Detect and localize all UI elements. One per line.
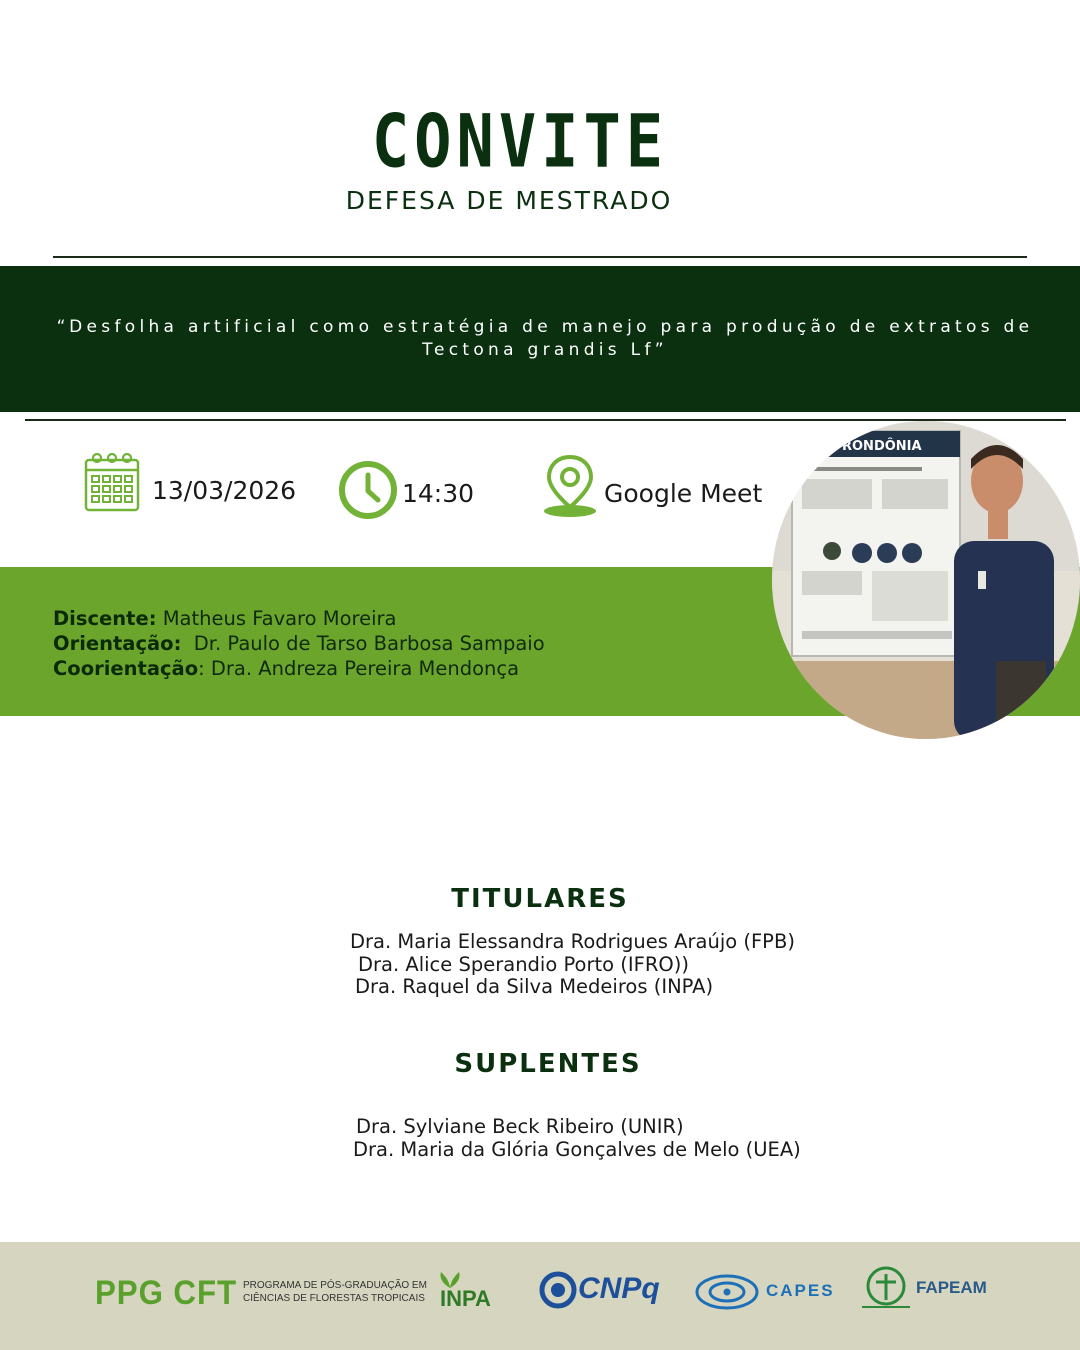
poster (792, 431, 960, 656)
thesis-title (30, 316, 1060, 362)
cnpq-emblem-icon (538, 1270, 578, 1310)
advisor-label: Orientação: (53, 632, 182, 655)
footer-logos (0, 1242, 1080, 1350)
suplente-member-2: Dra. Maria da Glória Gonçalves de Melo (UEA) (353, 1138, 801, 1161)
thesis-title-line-2: Tectona grandis Lf” (422, 340, 668, 360)
coadvisor-row (53, 656, 545, 681)
inpa-logo (432, 1270, 500, 1320)
invite-title: CONVITE (371, 98, 669, 185)
event-time: 14:30 (402, 479, 475, 508)
ppgcft-mark: PPG CFT (95, 1274, 237, 1312)
fapeam-wordmark: FAPEAM (916, 1278, 987, 1297)
titular-member-1: Dra. Maria Elessandra Rodrigues Araújo (FPB) (350, 930, 795, 953)
cnpq-wordmark: CNPq (578, 1272, 660, 1305)
capes-wordmark: CAPES (766, 1281, 835, 1300)
student-label: Discente: (53, 607, 157, 630)
student-photo (772, 421, 1080, 739)
calendar-icon (84, 452, 140, 512)
poster-header: RONDÔNIA (842, 439, 922, 454)
divider-middle (25, 419, 1066, 421)
capes-logo (694, 1268, 834, 1314)
student-photo-illustration (772, 421, 1080, 739)
advisor-name: Dr. Paulo de Tarso Barbosa Sampaio (193, 632, 545, 655)
event-date: 13/03/2026 (152, 476, 297, 505)
event-location: Google Meet (604, 479, 763, 508)
capes-emblem-icon (694, 1268, 760, 1314)
ppgcft-caption-line-1: PROGRAMA DE PÓS-GRADUAÇÃO EM (243, 1280, 427, 1291)
coadvisor-name: : Dra. Andreza Pereira Mendonça (198, 657, 520, 680)
ppgcft-caption (243, 1279, 427, 1305)
cnpq-logo (538, 1268, 668, 1312)
student-name: Matheus Favaro Moreira (162, 607, 397, 630)
suplente-member-1: Dra. Sylviane Beck Ribeiro (UNIR) (356, 1115, 684, 1138)
advisor-row (53, 631, 545, 656)
divider-top (53, 256, 1027, 258)
event-subtitle: DEFESA DE MESTRADO (345, 186, 673, 215)
titular-member-2: Dra. Alice Sperandio Porto (IFRO)) (358, 953, 689, 976)
fapeam-logo (862, 1266, 992, 1312)
people-list (53, 606, 545, 681)
titulares-heading: TITULARES (451, 884, 629, 914)
ppgcft-logo (95, 1274, 427, 1312)
coadvisor-label: Coorientação (53, 657, 199, 680)
student-row (53, 606, 545, 631)
ppgcft-caption-line-2: CIÊNCIAS DE FLORESTAS TROPICAIS (243, 1293, 425, 1304)
map-pin-icon (543, 453, 597, 519)
suplentes-heading: SUPLENTES (454, 1049, 642, 1079)
clock-icon (338, 460, 398, 520)
titular-member-3: Dra. Raquel da Silva Medeiros (INPA) (355, 975, 714, 998)
thesis-title-line-1: “Desfolha artificial como estratégia de manejo para produção de extratos de (56, 317, 1034, 337)
fapeam-emblem-icon (862, 1266, 910, 1310)
inpa-wordmark: INPA (440, 1286, 491, 1311)
